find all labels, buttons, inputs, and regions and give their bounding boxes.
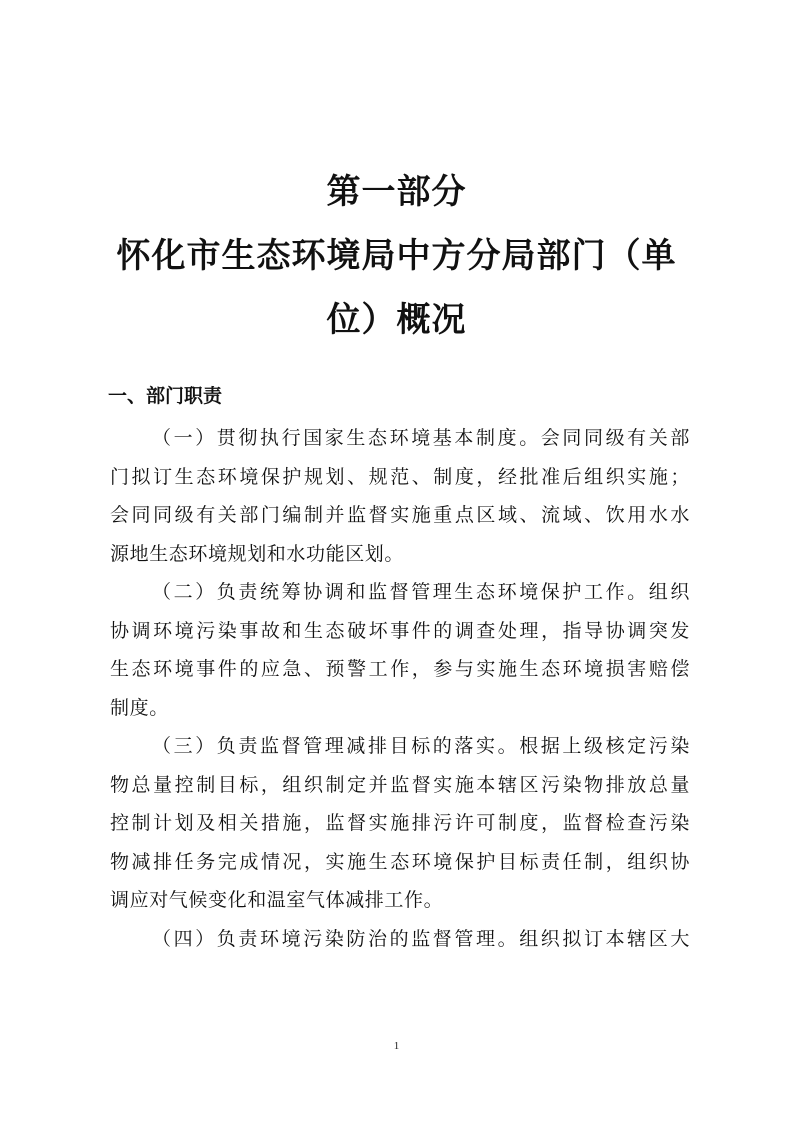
title-line-part: 第一部分: [326, 172, 467, 212]
paragraph-line: （二）负责统筹协调和监督管理生态环境保护工作。组织: [152, 581, 690, 603]
paragraph-line: 调应对气候变化和温室气体减排工作。: [110, 889, 444, 911]
paragraph-1: [110, 419, 690, 573]
paragraph-line: 会同同级有关部门编制并监督实施重点区域、流域、饮用水水: [110, 504, 690, 526]
page-number: 1: [393, 1040, 400, 1052]
paragraph-line: 生态环境事件的应急、预警工作，参与实施生态环境损害赔偿: [110, 658, 690, 680]
paragraph-2: [110, 573, 690, 727]
title-line-overview: 位）概况: [326, 300, 467, 340]
paragraph-line: 物总量控制目标，组织制定并监督实施本辖区污染物排放总量: [110, 773, 690, 796]
paragraph-3: [110, 727, 690, 920]
paragraph-line: （一）贯彻执行国家生态环境基本制度。会同同级有关部: [152, 427, 690, 449]
paragraph-line: 制度。: [110, 696, 169, 719]
paragraph-line: 控制计划及相关措施，监督实施排污许可制度，监督检查污染: [110, 812, 690, 834]
document-title: [100, 160, 693, 352]
paragraph-line: 源地生态环境规划和水功能区划。: [110, 542, 405, 565]
paragraph-line: 协调环境污染事故和生态破坏事件的调查处理，指导协调突发: [110, 619, 690, 642]
paragraph-4: [110, 920, 690, 959]
document-body: [110, 419, 690, 958]
paragraph-line: 物减排任务完成情况，实施生态环境保护目标责任制，组织协: [110, 850, 690, 873]
title-line-name: 怀化市生态环境局中方分局部门（单: [116, 236, 677, 276]
section-heading-duties: 一、部门职责: [108, 385, 223, 407]
paragraph-line: （三）负责监督管理减排目标的落实。根据上级核定污染: [152, 735, 690, 757]
paragraph-line: （四）负责环境污染防治的监督管理。组织拟订本辖区大: [152, 927, 690, 950]
paragraph-line: 门拟订生态环境保护规划、规范、制度，经批准后组织实施；: [110, 465, 690, 488]
